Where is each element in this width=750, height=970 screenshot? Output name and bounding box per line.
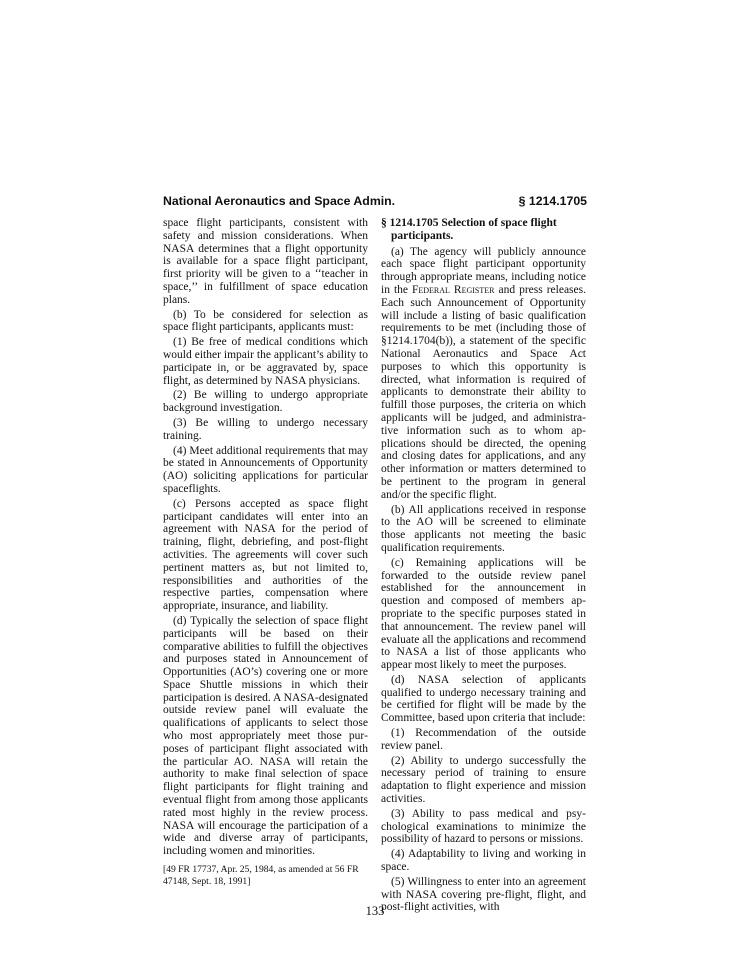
paragraph-c: (c) Remaining applications will be forwarded to the outside review panel established for the announcement in question and composed of members appropriate to the specific purposes stated in that announcement. The review panel will evaluate all the applications and recommend to NASA a list of those applicants who appear most likely to meet the purposes. — [381, 556, 586, 672]
page-number: 133 — [365, 904, 385, 918]
paragraph-d-2: (2) Ability to undergo successfully the necessary period of training to ensure adaptation to flight experience and mission activities. — [381, 754, 586, 806]
paragraph-b-1: (1) Be free of medical conditions which would either impair the applicant’s ability to participate in, or be aggravated by, space flight, as determined by NASA physicians. — [163, 336, 368, 387]
left-column — [163, 217, 368, 888]
header-agency-title: National Aeronautics and Space Admin. — [163, 194, 396, 208]
running-header — [163, 194, 587, 208]
paragraph-d: (d) NASA selection of applicants qualified to undergo necessary training and be certified for flight will be made by the Committee, based upon criteria that include: — [381, 673, 586, 725]
paragraph-a-end: and press releases. Each such Announcement of Opportunity will include a listing of basic qualification requirements to be met (including those of §1214.1704(b)), a statement of the specific National Aeronautics and Space Act purposes to which this opportunity is directed, what information is required of applicants to demonstrate their ability to fulfill those purposes, the criteria on which applicants will be judged, and administrative information such as to whom applications should be directed, the opening and closing dates for applications, and any other information or matters determined to be pertinent to the program in general and/or the specific flight. — [381, 283, 586, 501]
section-heading: § 1214.1705 Selection of space flight participants. — [381, 217, 557, 242]
federal-register-term: Federal Register — [411, 283, 495, 296]
paragraph-b: (b) To be considered for selection as space flight participants, applicants must: — [163, 308, 368, 334]
paragraph-d-4: (4) Adaptability to living and working in space. — [381, 848, 586, 874]
header-section-number: § 1214.1705 — [518, 194, 587, 208]
right-column — [381, 217, 586, 916]
paragraph-continuation: space flight participants, consistent with safety and mission considerations. When NASA determines that a flight opportunity is available for a space flight participant, first priority will be given to a ‘‘teacher in space,’’ in fulfillment of space education plans. — [163, 217, 368, 306]
paragraph-b-3: (3) Be willing to undergo necessary training. — [163, 416, 368, 442]
paragraph-b-2: (2) Be willing to undergo appropriate background investigation. — [163, 389, 368, 415]
paragraph-c: (c) Persons accepted as space flight participant candidates will enter into an agreement with NASA for the period of training, flight, debriefing, and post-flight activities. The agreements will cover such pertinent matters as, but not limited to, responsibilities and authorities of the respective parties, compensation where appropriate, insurance, and liability. — [163, 497, 368, 613]
source-citation: [49 FR 17737, Apr. 25, 1984, as amended at 56 FR 47148, Sept. 18, 1991] — [163, 864, 359, 888]
paragraph-d-5: (5) Willingness to enter into an agreement with NASA covering pre-flight, flight, and post-flight activities, with — [381, 875, 586, 914]
paragraph-d-1: (1) Recommendation of the outside review panel. — [381, 727, 586, 752]
paragraph-a-start: (a) The agency will publicly announce each space flight participant opportunity through appropriate means, including notice in the — [381, 245, 586, 296]
paragraph-a — [381, 246, 586, 502]
paragraph-d-3: (3) Ability to pass medical and psychological examinations to minimize the possibility of hazard to persons or missions. — [381, 807, 586, 846]
paragraph-d: (d) Typically the selection of space flight participants will be based on their comparative abilities to fulfill the objectives and purposes stated in Announcement of Opportunities (AO’s) covering one or more Space Shuttle missions in which their participation is desired. A NASA-designated outside review panel will evaluate the qualifications of applicants to select those who most appropriately meet those purposes of participant flight associated with the particular AO. NASA will retain the authority to make final selection of space flight participants for flight training and eventual flight from among those applicants rated most highly in the review process. NASA will encourage the participation of a wide and diverse array of participants, including women and minorities. — [163, 614, 368, 858]
paragraph-b-4: (4) Meet additional requirements that may be stated in Announcements of Opportunity (AO) soliciting applications for particular spaceflights. — [163, 444, 368, 495]
paragraph-b: (b) All applications received in response to the AO will be screened to eliminate those applicants not meeting the basic qualification requirements. — [381, 503, 586, 554]
